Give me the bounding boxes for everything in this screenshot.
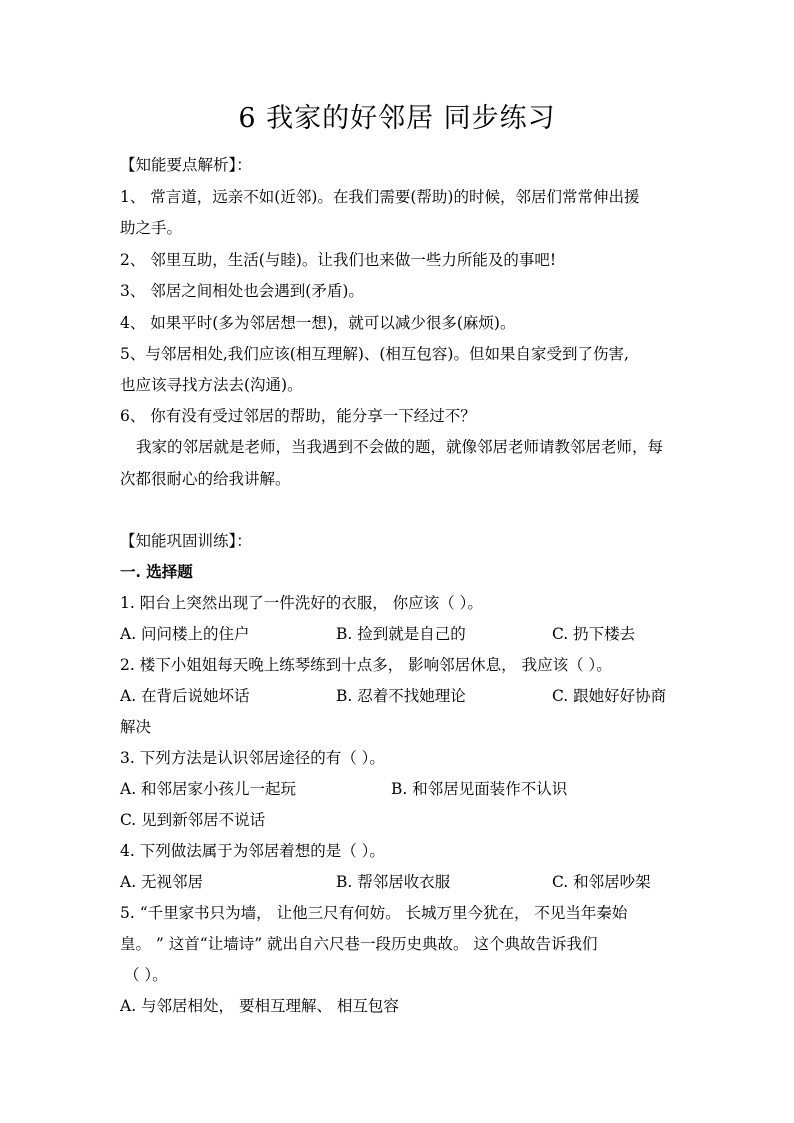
section-heading-practice: 【知能巩固训练】： — [120, 532, 252, 550]
point-4: 4、 如果平时(多为邻居想一想)，就可以减少很多(麻烦)。 — [120, 314, 516, 332]
point-1-line-1: 1、 常言道，远亲不如(近邻)。在我们需要(帮助)的时候，邻居们常常伸出援 — [120, 188, 640, 206]
question-2-option-c: C. 跟她好好协商 — [552, 687, 667, 705]
point-5-line-2: 也应该寻找方法去(沟通)。 — [120, 376, 303, 394]
point-6: 6、 你有没有受过邻居的帮助，能分享一下经过不？ — [120, 407, 476, 425]
question-5-stem-line-2: 皇。 ” 这首“让墙诗” 就出自六尺巷一段历史典故。 这个典故告诉我们 — [120, 935, 598, 953]
question-2-option-b: B. 忍着不找她理论 — [336, 687, 466, 705]
question-1-option-a: A. 问问楼上的住户 — [120, 625, 250, 643]
question-4-stem: 4. 下列做法属于为邻居着想的是（ ）。 — [120, 842, 385, 860]
question-3-option-a: A. 和邻居家小孩儿一起玩 — [120, 780, 297, 798]
question-5-stem-line-1: 5. “千里家书只为墙， 让他三尺有何妨。 长城万里今犹在， 不见当年秦始 — [120, 904, 628, 922]
question-1-option-c: C. 扔下楼去 — [552, 625, 636, 643]
question-2-option-c-continued: 解决 — [120, 718, 152, 736]
point-5-line-1: 5、与邻居相处,我们应该(相互理解)、(相互包容)。但如果自家受到了伤害, — [120, 345, 629, 363]
point-1-line-2: 助之手。 — [120, 219, 183, 237]
page-title: 6 我家的好邻居 同步练习 — [238, 103, 556, 134]
question-3-option-b: B. 和邻居见面装作不认识 — [391, 780, 568, 798]
question-5-option-a: A. 与邻居相处， 要相互理解、 相互包容 — [120, 997, 399, 1015]
point-6-answer-line-1: 我家的邻居就是老师，当我遇到不会做的题，就像邻居老师请教邻居老师，每 — [136, 438, 664, 456]
question-3-stem: 3. 下列方法是认识邻居途径的有（ ）。 — [120, 749, 385, 767]
question-5-stem-line-3: （ ）。 — [124, 966, 168, 984]
point-6-answer-line-2: 次都很耐心的给我讲解。 — [120, 470, 291, 488]
question-2-option-a: A. 在背后说她坏话 — [120, 687, 250, 705]
question-4-option-c: C. 和邻居吵架 — [552, 873, 651, 891]
point-3: 3、 邻居之间相处也会遇到(矛盾)。 — [120, 282, 364, 300]
question-4-option-b: B. 帮邻居收衣服 — [336, 873, 451, 891]
question-4-option-a: A. 无视邻居 — [120, 873, 204, 891]
section-heading-key-points: 【知能要点解析】： — [120, 156, 252, 174]
question-1-stem: 1. 阳台上突然出现了一件洗好的衣服， 你应该（ ）。 — [120, 594, 483, 612]
question-3-option-c: C. 见到新邻居不说话 — [120, 811, 266, 829]
question-2-stem: 2. 楼下小姐姐每天晚上练琴练到十点多， 影响邻居休息， 我应该（ ）。 — [120, 656, 612, 674]
section-subheading-choice: 一. 选择题 — [120, 562, 193, 581]
question-1-option-b: B. 捡到就是自己的 — [336, 625, 466, 643]
point-2: 2、 邻里互助，生活(与睦)。让我们也来做一些力所能及的事吧! — [120, 251, 557, 269]
